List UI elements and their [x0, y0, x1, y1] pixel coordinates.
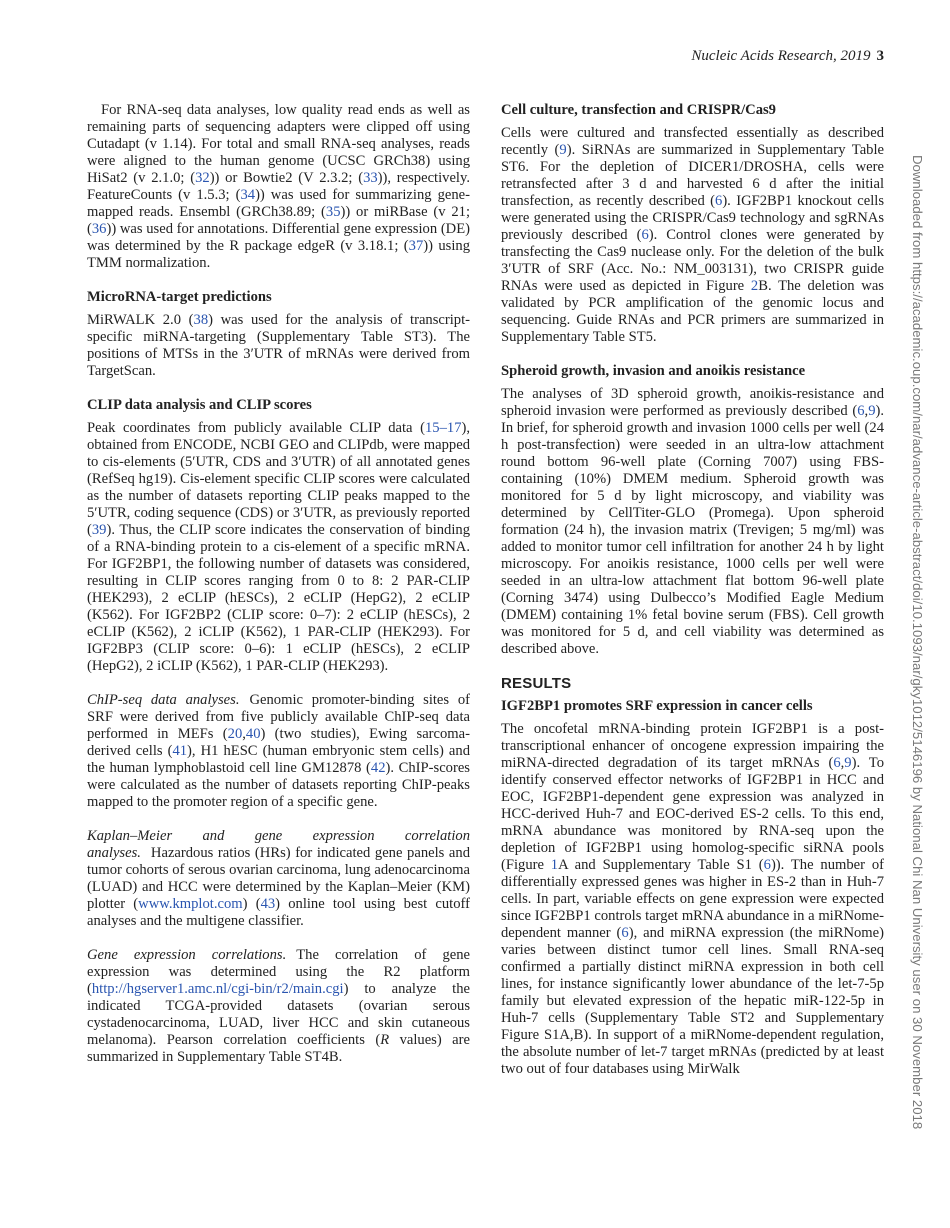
ref-link[interactable]: 35 — [325, 204, 341, 220]
ref-link[interactable]: 20 — [227, 726, 243, 742]
running-head — [691, 48, 884, 65]
ref-link[interactable]: 40 — [245, 726, 261, 742]
gec-title: Gene expression correlations. — [87, 947, 287, 963]
section-heading-mirna: MicroRNA-target predictions — [87, 289, 272, 305]
mirna-paragraph: MiRWALK 2.0 (38) was used for the analysis of transcript-specific miRNA-targeting (Supplementary Table ST3). The positions of MTSs in the 3′UTR of mRNAs were derived from TargetScan. — [87, 312, 470, 379]
ref-link[interactable]: 43 — [260, 896, 276, 912]
ref-link[interactable]: 6 — [715, 193, 723, 209]
spheroid-paragraph: The analyses of 3D spheroid growth, anoikis-resistance and spheroid invasion were performed as previously described (6,9). In brief, for spheroid growth and invasion 1000 cells per well (24 h post-transfection) were seeded in an ultra-low attachment round bottom 96-well plate (Corning 7007) using FBS-containing (10%) DMEM medium. Spheroid growth was monitored for 5 d by light microscopy, and viability was determined by CellTiter-GLO (Promega). Upon spheroid formation (24 h), the invasion matrix (Trevigen; 5 mg/ml) was added to monitor tumor cell infiltration for another 24 h by light microscopy. For anoikis resistance, 1000 cells per well were seeded in an ultra-low attachment flat bottom 96-well plate (Corning 3474) using Dulbecco’s Modified Eagle Medium (DMEM) containing 1% fetal bovine serum (FBS). Cell growth was monitored for 5 d, and cell viability was determined as described above. — [501, 386, 884, 657]
ref-link[interactable]: 6 — [763, 857, 771, 873]
ref-link[interactable]: 9 — [559, 142, 567, 158]
section-heading-clip: CLIP data analysis and CLIP scores — [87, 397, 312, 413]
left-column — [87, 102, 470, 1083]
cell-culture-paragraph: Cells were cultured and transfected essentially as described recently (9). SiRNAs are summarized in Supplementary Table ST6. For the depletion of DICER1/DROSHA, cells were retransfected after 3 d and harvested 6 d after the initial transfection, as recently described (6). IGF2BP1 knockout cells were generated using the CRISPR/Cas9 technology and sgRNAs previously described (6). Control clones were generated by transfecting the Cas9 nuclease only. For the deletion of the bulk 3′UTR of SRF (Acc. No.: NM_003131), two CRISPR guide RNAs were used as depicted in Figure 2B. The deletion was validated by PCR amplification of the genomic locus and sequencing. Guide RNAs and PCR primers are summarized in Supplementary Table ST5. — [501, 125, 884, 345]
r2-platform-link[interactable]: http://hgserver1.amc.nl/cgi-bin/r2/main.cgi — [91, 981, 344, 997]
ref-link[interactable]: 6 — [857, 403, 865, 419]
ref-link[interactable]: 9 — [868, 403, 876, 419]
ref-link[interactable]: 33 — [363, 170, 378, 186]
ref-link[interactable]: 37 — [408, 238, 424, 254]
chip-title: ChIP-seq data analyses. — [87, 692, 240, 708]
right-column — [501, 102, 884, 1095]
ref-link[interactable]: 6 — [833, 755, 841, 771]
km-paragraph: Kaplan–Meier and gene expression correlation analyses. Hazardous ratios (HRs) for indicated gene panels and tumor cohorts of serous ovarian carcinoma, lung adenocarcinoma (LUAD) and HCC were determined by the Kaplan–Meier (KM) plotter (www.kmplot.com) (43) online tool using best cutoff analyses and the multigene classifier. — [87, 828, 470, 929]
results-subheading: IGF2BP1 promotes SRF expression in cancer cells — [501, 698, 813, 714]
download-watermark: Downloaded from https://academic.oup.com/nar/advance-article-abstract/doi/10.1093/nar/gky1012/5146196 by National Chi Nan University user on 30 November 2018 — [910, 155, 925, 1130]
rnaseq-paragraph: For RNA-seq data analyses, low quality read ends as well as remaining parts of sequencing adapters were clipped off using Cutadapt (v 1.14). For total and small RNA-seq analyses, reads were aligned to the human genome (UCSC GRCh38) using HiSat2 (v 2.1.0; (32)) or Bowtie2 (V 2.3.2; (33)), respectively. FeatureCounts (v 1.5.3; (34)) was used for summarizing gene-mapped reads. Ensembl (GRCh38.89; (35)) or miRBase (v 21; (36)) was used for annotations. Differential gene expression (DE) was determined by the R package edgeR (v 3.18.1; (37)) using TMM normalization. — [87, 102, 470, 271]
kmplot-link[interactable]: www.kmplot.com — [138, 896, 243, 912]
ref-link[interactable]: 9 — [844, 755, 852, 771]
chip-paragraph: ChIP-seq data analyses. Genomic promoter-binding sites of SRF were derived from five publicly available ChIP-seq data performed in MEFs (20,40) (two studies), Ewing sarcoma-derived cells (41), H1 hESC (human embryonic stem cells) and the human lymphoblastoid cell line GM12878 (42). ChIP-scores were calculated as the number of datasets reporting ChIP-peaks mapped to the promoter region of a specific gene. — [87, 692, 470, 810]
ref-link[interactable]: 42 — [370, 760, 386, 776]
figure-link[interactable]: 2 — [750, 278, 759, 294]
figure-link[interactable]: 1 — [550, 857, 559, 873]
km-title: Kaplan–Meier and gene expression correlation analyses. — [87, 828, 470, 861]
ref-link[interactable]: 41 — [172, 743, 188, 759]
ref-link[interactable]: 34 — [240, 187, 256, 203]
ref-link[interactable]: 6 — [641, 227, 649, 243]
ref-link[interactable]: 15–17 — [425, 420, 462, 436]
gec-paragraph: Gene expression correlations. The correlation of gene expression was determined using the R2 platform (http://hgserver1.amc.nl/cgi-bin/r2/main.cgi) to analyze the indicated TCGA-provided datasets (ovarian serous cystadenocarcinoma, LUAD, liver HCC and skin cutaneous melanoma). Pearson correlation coefficients (R values) are summarized in Supplementary Table ST4B. — [87, 947, 470, 1065]
ref-link[interactable]: 32 — [195, 170, 210, 186]
ref-link[interactable]: 36 — [91, 221, 107, 237]
ref-link[interactable]: 38 — [193, 312, 209, 328]
ref-link[interactable]: 39 — [91, 522, 107, 538]
results-heading: RESULTS — [501, 675, 572, 692]
section-heading-cell-culture: Cell culture, transfection and CRISPR/Cas9 — [501, 102, 776, 118]
section-heading-spheroid: Spheroid growth, invasion and anoikis resistance — [501, 363, 806, 379]
results-paragraph: The oncofetal mRNA-binding protein IGF2BP1 is a post-transcriptional enhancer of oncogene expression impairing the miRNA-directed degradation of its target mRNAs (6,9). To identify conserved effector networks of IGF2BP1 in HCC and EOC, IGF2BP1-dependent gene expression was analyzed in HCC-derived Huh-7 and EOC-derived ES-2 cells. To this end, mRNA abundance was monitored by RNA-seq upon the depletion of IGF2BP1 using homolog-specific siRNA pools (Figure 1A and Supplementary Table S1 (6)). The number of differentially expressed genes was higher in ES-2 than in Huh-7 cells. In part, variable effects on gene expression were expected since IGF2BP1 controls target mRNA abundance in a miRNome-dependent manner (6), and miRNA expression (the miRNome) varies between distinct tumor cell lines. Small RNA-seq confirmed a partially distinct miRNA expression in both cell lines, for instance significantly lower abundance of the let-7-5p family but elevated expression of the hepatic miR-122-5p in Huh-7 cells (Supplementary Table ST2 and Supplementary Figure S1A,B). In support of a miRNome-dependent regulation, the absolute number of let-7 target mRNAs (predicted by at least two out of four databases using MirWalk — [501, 721, 884, 1077]
page-number: 3 — [876, 48, 884, 64]
ref-link[interactable]: 6 — [621, 925, 629, 941]
journal-name: Nucleic Acids Research, 2019 — [691, 48, 871, 64]
clip-paragraph: Peak coordinates from publicly available CLIP data (15–17), obtained from ENCODE, NCBI GEO and CLIPdb, were mapped to cis-elements (5′UTR, CDS and 3′UTR) of all annotated genes (RefSeq hg19). Cis-element specific CLIP scores were calculated as the number of datasets reporting CLIP peaks mapped to the 5′UTR, coding sequence (CDS) or 3′UTR, as previously reported (39). Thus, the CLIP score indicates the conservation of binding of a RNA-binding protein to a cis-element of a specific mRNA. For IGF2BP1, the following number of datasets was considered, resulting in CLIP scores ranging from 0 to 8: 2 PAR-CLIP (HEK293), 2 eCLIP (hESCs), 2 eCLIP (HepG2), 2 eCLIP (K562). For IGF2BP2 (CLIP score: 0–7): 2 eCLIP (hESCs), 2 eCLIP (K562), 2 iCLIP (K562), 1 PAR-CLIP (HEK293). For IGF2BP3 (CLIP score: 0–6): 1 eCLIP (hESCs), 2 eCLIP (HepG2), 2 iCLIP (K562), 1 PAR-CLIP (HEK293). — [87, 420, 470, 674]
